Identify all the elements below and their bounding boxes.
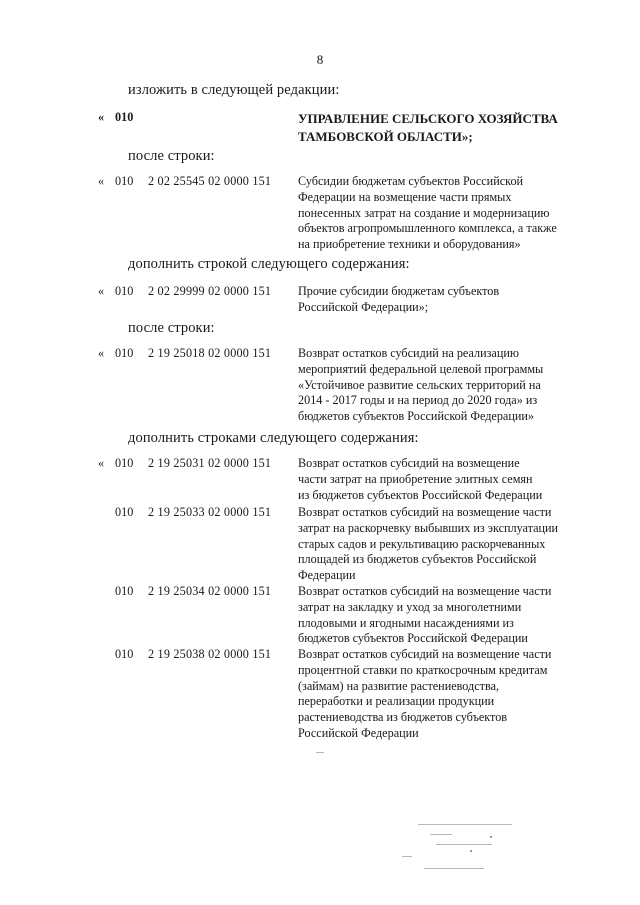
- chapter-code: 010: [115, 584, 134, 598]
- row-description: Возврат остатков субсидий на возмещение части процентной ставки по краткосрочным кредитам (займам) на развитие растениеводства, переработки и реализации продукции растениеводства из бюджетов субъектов Российской Федерации: [298, 647, 552, 740]
- budget-code: 2 19 25038 02 0000 151: [148, 647, 272, 661]
- scan-mark: [418, 824, 512, 825]
- budget-code: 2 02 25545 02 0000 151: [148, 174, 272, 188]
- scan-mark: [430, 834, 452, 835]
- chapter-code: 010: [115, 284, 134, 298]
- instruction-text: дополнить строками следующего содержания:: [128, 430, 419, 446]
- budget-code: 2 02 29999 02 0000 151: [148, 284, 272, 298]
- row-description: Возврат остатков субсидий на возмещение части затрат на закладку и уход за многолетними плодовыми и ягодными насаждениями из бюджетов субъектов Российской Федерации: [298, 584, 552, 646]
- scan-mark: [490, 836, 492, 838]
- chapter-title: УПРАВЛЕНИЕ СЕЛЬСКОГО ХОЗЯЙСТВА ТАМБОВСКОЙ ОБЛАСТИ»;: [298, 111, 558, 144]
- chapter-code: 010: [115, 346, 134, 360]
- scan-mark: [436, 844, 492, 845]
- budget-code: 2 19 25033 02 0000 151: [148, 505, 272, 519]
- scan-mark: [402, 856, 412, 857]
- scan-mark: [470, 850, 472, 852]
- opening-quote: «: [98, 346, 105, 360]
- opening-quote: «: [98, 456, 105, 470]
- chapter-code: 010: [115, 110, 134, 124]
- opening-quote: «: [98, 284, 105, 298]
- row-description: Возврат остатков субсидий на возмещение части затрат на приобретение элитных семян из бюджетов субъектов Российской Федерации: [298, 456, 543, 502]
- chapter-code: 010: [115, 456, 134, 470]
- row-description: Возврат остатков субсидий на реализацию мероприятий федеральной целевой программы «Устойчивое развитие сельских территорий на 2014 - 2017 годы и на период до 2020 года» из бюджетов субъектов Российской Федерации»: [298, 346, 544, 424]
- scan-mark: [316, 752, 324, 753]
- row-description: Прочие субсидии бюджетам субъектов Российской Федерации»;: [298, 284, 500, 314]
- scan-mark: [424, 868, 484, 869]
- row-description: Возврат остатков субсидий на возмещение части затрат на раскорчевку выбывших из эксплуатации старых садов и рекультивацию раскорчеванных площадей из бюджетов субъектов Российской Федерации: [298, 505, 559, 583]
- instruction-text: после строки:: [128, 148, 215, 164]
- budget-code: 2 19 25031 02 0000 151: [148, 456, 272, 470]
- opening-quote: «: [98, 174, 105, 188]
- opening-quote: «: [98, 110, 105, 124]
- instruction-text: изложить в следующей редакции:: [128, 82, 340, 98]
- chapter-code: 010: [115, 505, 134, 519]
- budget-code: 2 19 25018 02 0000 151: [148, 346, 272, 360]
- instruction-text: дополнить строкой следующего содержания:: [128, 256, 410, 272]
- chapter-code: 010: [115, 174, 134, 188]
- instruction-text: после строки:: [128, 320, 215, 336]
- page-number: 8: [316, 52, 324, 67]
- budget-code: 2 19 25034 02 0000 151: [148, 584, 272, 598]
- row-description: Субсидии бюджетам субъектов Российской Федерации на возмещение части прямых понесенных затрат на создание и модернизацию объектов агропромышленного комплекса, а также на приобретение техники и оборудования»: [298, 174, 557, 252]
- chapter-code: 010: [115, 647, 134, 661]
- scan-artifacts: [400, 820, 540, 890]
